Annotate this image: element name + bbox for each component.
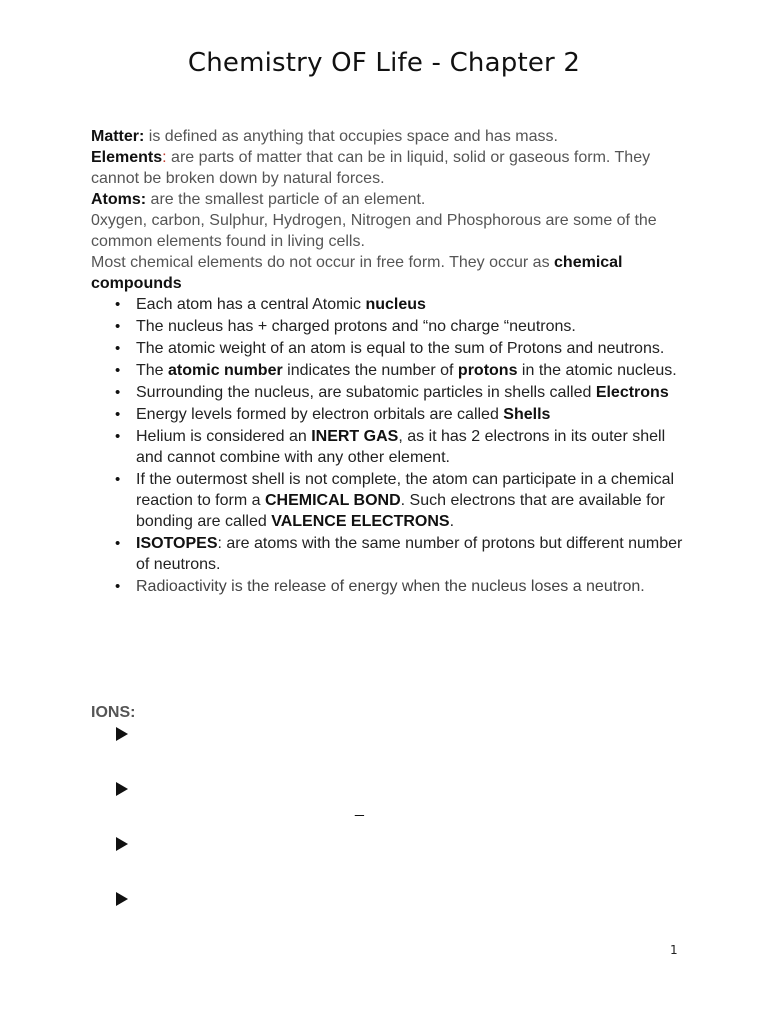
page-title: Chemistry OF Life - Chapter 2 xyxy=(187,48,581,78)
common-elements-paragraph: 0xygen, carbon, Sulphur, Hydrogen, Nitrogen and Phosphorous are some of the common elements found in living cells. xyxy=(91,212,657,250)
elements-term: Elements xyxy=(91,149,163,166)
matter-definition: is defined as anything that occupies space and has mass. xyxy=(144,128,558,145)
compounds-text: Most chemical elements do not occur in free form. They occur as xyxy=(91,254,555,271)
underscore-mark: _ xyxy=(355,800,364,817)
matter-paragraph xyxy=(91,126,691,147)
bullet-dot-icon: • xyxy=(115,578,121,595)
bullet-text: . Such electrons that are available for bonding are called xyxy=(136,492,665,530)
bullet-dot-icon: • xyxy=(115,296,121,313)
elements-definition: are parts of matter that can be in liquid, solid or gaseous form. They cannot be broken down by natural forces. xyxy=(91,149,651,187)
document-body xyxy=(91,126,691,598)
page-number: 1 xyxy=(670,943,678,957)
bullet-dot-icon: • xyxy=(115,535,121,552)
list-item xyxy=(91,338,691,359)
bullet-dot-icon: • xyxy=(115,318,121,335)
bullet-text: The xyxy=(136,362,169,379)
bullet-text: If the outermost shell is not complete, the atom can participate in a chemical reaction to form a xyxy=(136,471,675,509)
bullet-text: indicates the number of xyxy=(282,362,458,379)
matter-term: Matter: xyxy=(91,128,145,145)
list-item xyxy=(91,316,691,337)
bullet-text: Energy levels formed by electron orbitals are called xyxy=(136,406,504,423)
ions-heading: IONS: xyxy=(91,704,136,721)
list-item xyxy=(91,404,691,425)
elements-paragraph xyxy=(91,147,691,189)
bullet-text: The nucleus has + charged protons and “no charge “neutrons. xyxy=(136,318,576,335)
bullet-text: , as it has 2 electrons in its outer shell and cannot combine with any other element. xyxy=(136,428,666,466)
compounds-paragraph xyxy=(91,252,691,294)
right-triangle-arrow-icon xyxy=(116,782,128,796)
list-item xyxy=(91,533,691,575)
elements-colon: : xyxy=(162,149,167,166)
bullet-text: . xyxy=(449,513,455,530)
compounds-term: chemical compounds xyxy=(91,254,623,292)
bullet-dot-icon: • xyxy=(115,406,121,423)
right-triangle-arrow-icon xyxy=(116,837,128,851)
bullet-text: Each atom has a central Atomic xyxy=(136,296,366,313)
bullet-bold-text: nucleus xyxy=(365,296,426,313)
bullet-bold-text: Electrons xyxy=(595,384,669,401)
list-item xyxy=(91,469,691,532)
bullet-text: Helium is considered an xyxy=(136,428,312,445)
bullet-text: The atomic weight of an atom is equal to the sum of Protons and neutrons. xyxy=(136,340,665,357)
bullet-bold-text: Shells xyxy=(503,406,551,423)
bullet-text: Surrounding the nucleus, are subatomic particles in shells called xyxy=(136,384,596,401)
bullet-bold-text: CHEMICAL BOND xyxy=(264,492,401,509)
bullet-dot-icon: • xyxy=(115,362,121,379)
atoms-term: Atoms: xyxy=(91,191,147,208)
bullet-bold-text: atomic number xyxy=(168,362,283,379)
list-item xyxy=(91,426,691,468)
list-item xyxy=(91,294,691,315)
bullet-dot-icon: • xyxy=(115,384,121,401)
atoms-definition: are the smallest particle of an element. xyxy=(146,191,426,208)
bullet-bold-text: INERT GAS xyxy=(311,428,399,445)
bullet-dot-icon: • xyxy=(115,471,121,488)
bullet-bold-text: ISOTOPES xyxy=(136,535,218,552)
right-triangle-arrow-icon xyxy=(116,727,128,741)
bullet-text: : are atoms with the same number of protons but different number of neutrons. xyxy=(136,535,683,573)
list-item xyxy=(91,360,691,381)
bullet-text: in the atomic nucleus. xyxy=(517,362,677,379)
bullet-bold-text: protons xyxy=(457,362,518,379)
bullet-dot-icon: • xyxy=(115,340,121,357)
list-item xyxy=(91,382,691,403)
bullet-list xyxy=(91,294,691,597)
list-item xyxy=(91,576,691,597)
bullet-text: Radioactivity is the release of energy when the nucleus loses a neutron. xyxy=(136,578,645,595)
atoms-paragraph xyxy=(91,189,691,210)
bullet-dot-icon: • xyxy=(115,428,121,445)
right-triangle-arrow-icon xyxy=(116,892,128,906)
bullet-bold-text: VALENCE ELECTRONS xyxy=(271,513,450,530)
